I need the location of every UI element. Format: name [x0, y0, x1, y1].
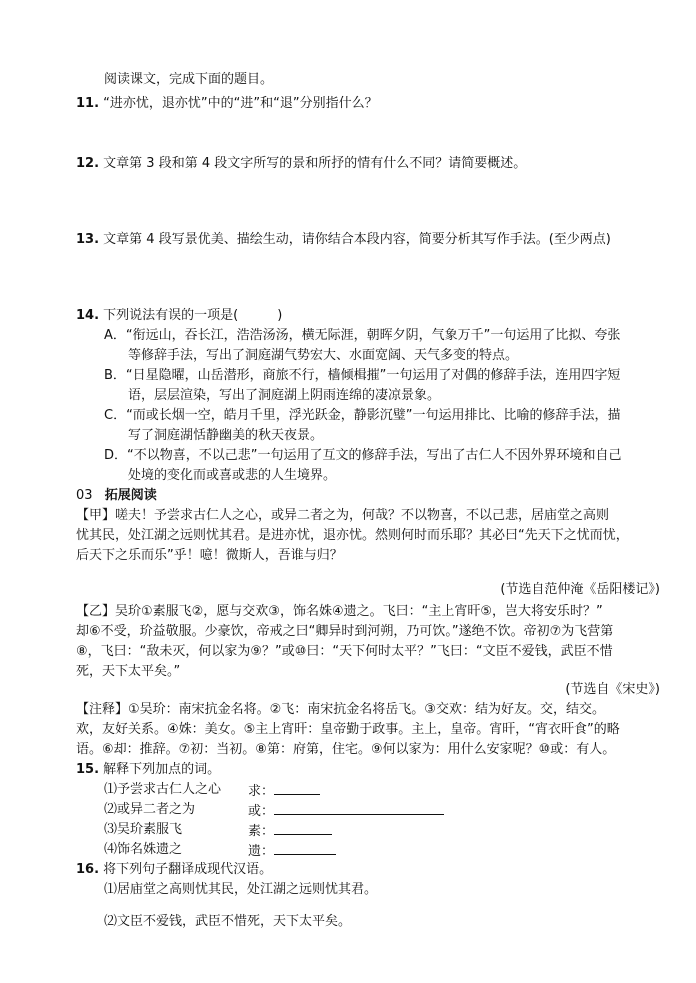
option-d: D．“不以物喜，不以己悲”一句运用了互文的修辞手法，写出了古仁人不因外界环境和自己: [104, 448, 622, 463]
sentence: ⑴居庙堂之高则忧其民，处江湖之远则忧其君。: [104, 882, 378, 897]
answer-blank[interactable]: [274, 822, 332, 835]
question-number: 16.: [76, 862, 100, 877]
passage-line: 忧其民，处江湖之远则忧其君。是进亦忧，退亦忧。然则何时而乐耶？其必曰“先天下之忧而忧，: [76, 528, 629, 543]
item-right: 或：: [248, 802, 444, 820]
passage-line: ⑧，飞曰：“敌未灭，何以家为⑨？”或⑩曰：“天下何时太平？”飞曰：“文臣不爱钱，武臣不惜: [76, 644, 613, 659]
item-right: 求：: [248, 782, 320, 800]
option-a: A．“衔远山，吞长江，浩浩汤汤，横无际涯，朝晖夕阴，气象万千”一句运用了比拟、夸张: [104, 328, 621, 343]
item-left: ⑴予尝求古仁人之心: [104, 782, 222, 797]
question-12: [76, 156, 526, 172]
question-text: 文章第 4 段写景优美、描绘生动，请你结合本段内容，简要分析其写作手法。(至少两点): [103, 232, 611, 247]
passage-line: 死，天下太平矣。”: [76, 664, 181, 679]
passage-source: (节选自《宋史》): [565, 682, 660, 697]
answer-blank[interactable]: [274, 782, 320, 795]
question-stem: 解释下列加点的词。: [103, 762, 221, 777]
sentence: ⑵文臣不爱钱，武臣不惜死，天下太平矣。: [104, 914, 352, 929]
item-right: 遗：: [248, 842, 336, 860]
item-right: 素：: [248, 822, 332, 840]
answer-blank[interactable]: [274, 842, 336, 855]
notes-line: 【注释】①吴玠：南宋抗金名将。②飞：南宋抗金名将岳飞。③交欢：结为好友。交，结交。: [76, 702, 605, 717]
item-left: ⑵或异二者之为: [104, 802, 196, 817]
passage-line: 【乙】吴玠①素服飞②，愿与交欢③，饰名姝④遗之。飞曰：“主上宵旰⑤，岂大将安乐时？”: [76, 604, 603, 619]
question-number: 13.: [76, 232, 100, 247]
section-number: 03: [76, 488, 93, 503]
intro-text: 阅读课文，完成下面的题目。: [104, 72, 274, 87]
question-stem: 将下列句子翻译成现代汉语。: [103, 862, 273, 877]
question-13: [76, 232, 611, 248]
question-number: 11.: [76, 96, 100, 111]
passage-source: (节选自范仲淹《岳阳楼记》): [500, 582, 660, 597]
option-a-cont: 等修辞手法，写出了洞庭湖气势宏大、水面宽阔、天气多变的特点。: [128, 348, 519, 363]
question-text: “进亦忧，退亦忧”中的“进”和“退”分别指什么？: [103, 96, 378, 111]
option-b: B．“日星隐曜，山岳潜形，商旅不行，樯倾楫摧”一句运用了对偶的修辞手法，连用四字短: [104, 368, 621, 383]
item-left: ⑷饰名姝遗之: [104, 842, 183, 857]
question-11: [76, 96, 378, 112]
notes-line: 语。⑥却：推辞。⑦初：当初。⑧第：府第，住宅。⑨何以家为：用什么安家呢？⑩或：有人。: [76, 742, 616, 757]
question-number: 14.: [76, 308, 100, 323]
passage-line: 却⑥不受，玠益敬服。少豪饮，帝戒之曰“卿异时到河朔，乃可饮。”遂绝不饮。帝初⑦为飞营第: [76, 624, 614, 639]
passage-line: 【甲】嗟夫！予尝求古仁人之心，或异二者之为，何哉？不以物喜，不以己悲，居庙堂之高则: [76, 508, 610, 523]
passage-line: 后天下之乐而乐”乎！噫！微斯人，吾谁与归？: [76, 548, 343, 563]
item-left: ⑶吴玠素服飞: [104, 822, 183, 837]
question-text: 文章第 3 段和第 4 段文字所写的景和所抒的情有什么不同？请简要概述。: [103, 156, 527, 171]
answer-blank[interactable]: [274, 802, 444, 815]
question-number: 15.: [76, 762, 100, 777]
notes-line: 欢，友好关系。④姝：美女。⑤主上宵旰：皇帝勤于政事。主上，皇帝。宵旰，“宵衣旰食”的略: [76, 722, 620, 737]
section-heading: [76, 488, 157, 504]
option-c: C．“而或长烟一空，皓月千里，浮光跃金，静影沉璧”一句运用排比、比喻的修辞手法，描: [104, 408, 621, 423]
option-b-cont: 语，层层渲染，写出了洞庭湖上阴雨连绵的凄凉景象。: [128, 388, 441, 403]
option-c-cont: 写了洞庭湖恬静幽美的秋天夜景。: [128, 428, 324, 443]
option-d-cont: 处境的变化而或喜或悲的人生境界。: [128, 468, 337, 483]
section-title: 拓展阅读: [104, 488, 157, 503]
question-number: 12.: [76, 156, 100, 171]
question-stem: 下列说法有误的一项是( ): [103, 308, 283, 323]
